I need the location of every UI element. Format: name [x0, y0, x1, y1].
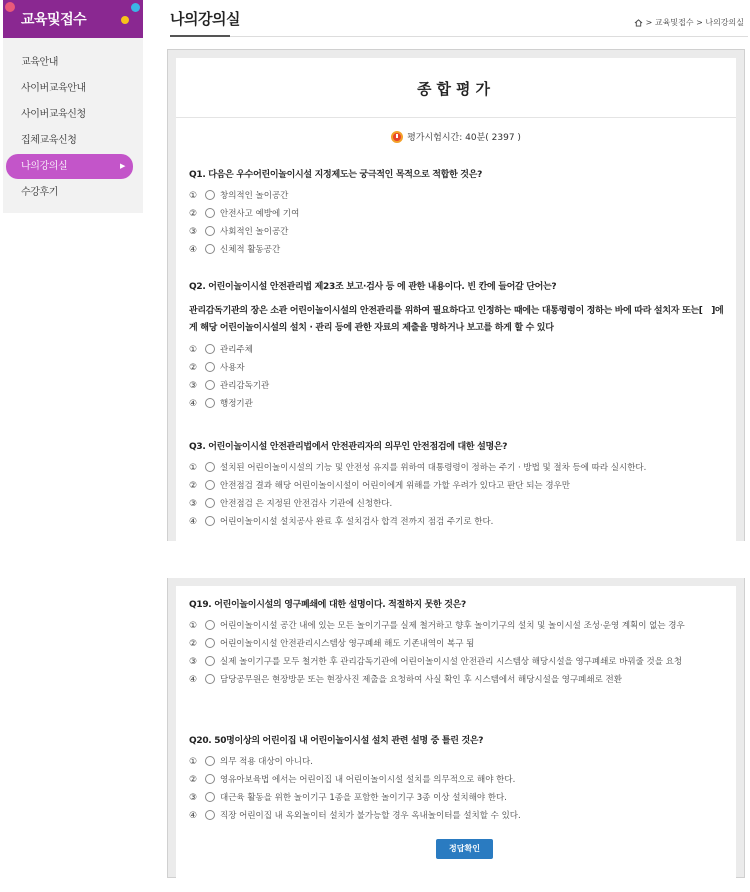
option-item[interactable] [189, 378, 726, 396]
radio-button[interactable] [205, 362, 215, 372]
sidebar-header [3, 0, 143, 38]
exam-panel-top [167, 49, 745, 541]
option-label: 관리주체 [220, 345, 253, 355]
option-label: 안전사고 예방에 기여 [220, 209, 300, 219]
home-icon[interactable] [634, 19, 643, 27]
option-label: 안전점검 결과 해당 어린이놀이시설이 어린이에게 위해를 가할 우려가 있다고 판단 되는 경우만 [220, 481, 570, 491]
sidebar-item-cyber-education-apply[interactable]: 사이버교육신청 [21, 109, 86, 120]
radio-button[interactable] [205, 480, 215, 490]
header-divider [230, 36, 748, 37]
decor-dot [121, 16, 129, 24]
option-number: ② [189, 639, 198, 649]
sidebar-item-education-info[interactable]: 교육안내 [21, 57, 59, 68]
radio-button[interactable] [205, 226, 215, 236]
question-text: Q19. 어린이놀이시설의 영구폐쇄에 대한 설명이다. 적절하지 못한 것은? [189, 600, 466, 610]
sidebar-item-label: 나의강의실 [21, 161, 68, 172]
radio-button[interactable] [205, 398, 215, 408]
sidebar-title: 교육및접수 [21, 12, 87, 28]
option-item[interactable] [189, 808, 726, 826]
option-label: 대근육 활동을 위한 놀이기구 1종을 포함한 놀이기구 3종 이상 설치해야 한다. [220, 793, 507, 803]
option-number: ① [189, 345, 198, 355]
option-label: 어린이놀이시설 공간 내에 있는 모든 놀이기구를 실제 철거하고 향후 놀이기구의 설치 및 놀이시설 조성·운영 계획이 없는 경우 [220, 621, 685, 631]
option-item[interactable] [189, 618, 726, 636]
option-item[interactable] [189, 342, 726, 360]
radio-button[interactable] [205, 344, 215, 354]
radio-button[interactable] [205, 190, 215, 200]
option-item[interactable] [189, 206, 726, 224]
option-number: ② [189, 363, 198, 373]
breadcrumb [634, 17, 744, 28]
radio-button[interactable] [205, 638, 215, 648]
option-label: 담당공무원은 현장방문 또는 현장사진 제출을 요청하여 사실 확인 후 시스템에서 해당시설을 영구폐쇄로 전환 [220, 675, 622, 685]
sidebar-menu [3, 38, 143, 213]
option-number: ③ [189, 793, 198, 803]
decor-dot [131, 3, 140, 12]
radio-button[interactable] [205, 516, 215, 526]
timer-text: 평가시험시간: 40분( 2397 ) [407, 133, 521, 143]
option-item[interactable] [189, 224, 726, 242]
option-item[interactable] [189, 672, 726, 690]
option-number: ② [189, 209, 198, 219]
check-answers-button[interactable]: 정답확인 [436, 839, 493, 859]
page-title: 나의강의실 [170, 10, 240, 28]
option-number: ① [189, 757, 198, 767]
option-number: ④ [189, 517, 198, 527]
option-number: ④ [189, 399, 198, 409]
option-number: ④ [189, 675, 198, 685]
option-number: ④ [189, 245, 198, 255]
question-text: Q3. 어린이놀이시설 안전관리법에서 안전관리자의 의무인 안전점검에 대한 설명은? [189, 442, 508, 452]
option-label: 어린이놀이시설 안전관리시스템상 영구폐쇄 해도 기존내역이 복구 됨 [220, 639, 475, 649]
option-label: 사용자 [220, 363, 245, 373]
option-label: 의무 적용 대상이 아니다. [220, 757, 313, 767]
option-label: 창의적인 놀이공간 [220, 191, 289, 201]
option-label: 사회적인 놀이공간 [220, 227, 289, 237]
sidebar-item-my-classroom[interactable] [6, 154, 133, 179]
option-item[interactable] [189, 636, 726, 654]
option-number: ③ [189, 657, 198, 667]
option-number: ① [189, 463, 198, 473]
option-item[interactable] [189, 790, 726, 808]
option-number: ③ [189, 381, 198, 391]
question-text: Q2. 어린이놀이시설 안전관리법 제23조 보고·검사 등 에 관한 내용이다. 빈 칸에 들어갈 단어는? [189, 282, 557, 292]
sidebar-item-cyber-education-info[interactable]: 사이버교육안내 [21, 83, 86, 94]
option-number: ① [189, 621, 198, 631]
option-label: 신체적 활동공간 [220, 245, 281, 255]
option-list [189, 754, 726, 826]
option-list [189, 618, 726, 690]
radio-button[interactable] [205, 620, 215, 630]
option-label: 행정기관 [220, 399, 253, 409]
sidebar-item-reviews[interactable]: 수강후기 [21, 187, 59, 198]
option-label: 어린이놀이시설 설치공사 완료 후 설치검사 합격 전까지 점검 주기로 한다. [220, 517, 494, 527]
option-number: ② [189, 775, 198, 785]
option-item[interactable] [189, 654, 726, 672]
question-3 [189, 440, 726, 532]
question-2 [189, 280, 726, 414]
alarm-clock-icon [391, 131, 403, 143]
radio-button[interactable] [205, 756, 215, 766]
option-item[interactable] [189, 360, 726, 378]
option-item[interactable] [189, 188, 726, 206]
breadcrumb-path: > 교육및접수 > 나의강의실 [645, 18, 744, 27]
option-item[interactable] [189, 478, 726, 496]
exam-title: 종합평가 [176, 58, 736, 118]
radio-button[interactable] [205, 462, 215, 472]
option-number: ② [189, 481, 198, 491]
title-underline [170, 35, 230, 37]
option-item[interactable] [189, 754, 726, 772]
sidebar [3, 0, 143, 213]
question-text: Q20. 50명이상의 어린이집 내 어린이놀이시설 설치 관련 설명 중 틀린 것은? [189, 736, 484, 746]
option-label: 관리감독기관 [220, 381, 270, 391]
option-list [189, 460, 726, 532]
option-item[interactable] [189, 242, 726, 260]
option-item[interactable] [189, 772, 726, 790]
option-list [189, 342, 726, 414]
question-19 [189, 598, 726, 690]
question-passage: 관리감독기관의 장은 소관 어린이놀이시설의 안전관리를 위하여 필요하다고 인정하는 때에는 대통령령이 정하는 바에 따라 설치자 또는[ ]에게 해당 어린이놀이시설의 설치 · 관리 등에 관한 자료의 제출을 명하거나 보고를 하게 할 수 있다 [189, 306, 724, 333]
option-label: 안전점검 은 지정된 안전검사 기관에 신청한다. [220, 499, 393, 509]
option-list [189, 188, 726, 260]
radio-button[interactable] [205, 792, 215, 802]
chevron-right-icon: ▶ [120, 162, 125, 170]
option-number: ③ [189, 499, 198, 509]
option-number: ③ [189, 227, 198, 237]
option-item[interactable] [189, 496, 726, 514]
question-1 [189, 168, 726, 260]
option-number: ④ [189, 811, 198, 821]
question-20 [189, 734, 726, 826]
exam-timer [176, 130, 736, 143]
decor-dot [5, 2, 15, 12]
radio-button[interactable] [205, 244, 215, 254]
radio-button[interactable] [205, 810, 215, 820]
question-text: Q1. 다음은 우수어린이놀이시설 지정제도는 궁극적인 목적으로 적합한 것은? [189, 170, 483, 180]
radio-button[interactable] [205, 656, 215, 666]
sidebar-item-group-education-apply[interactable]: 집체교육신청 [21, 135, 77, 146]
option-label: 영유아보육법 에서는 어린이집 내 어린이놀이시설 설치를 의무적으로 해야 한다. [220, 775, 516, 785]
radio-button[interactable] [205, 208, 215, 218]
option-label: 실제 놀이기구를 모두 철거한 후 관리감독기관에 어린이놀이시설 안전관리 시스템상 해당시설을 영구폐쇄로 바꿔줄 것을 요청 [220, 657, 683, 667]
option-label: 직장 어린이집 내 옥외놀이터 설치가 불가능할 경우 옥내놀이터를 설치할 수 있다. [220, 811, 521, 821]
option-number: ① [189, 191, 198, 201]
radio-button[interactable] [205, 380, 215, 390]
option-item[interactable] [189, 460, 726, 478]
radio-button[interactable] [205, 498, 215, 508]
exam-panel-bottom [167, 578, 745, 878]
radio-button[interactable] [205, 674, 215, 684]
option-item[interactable] [189, 396, 726, 414]
radio-button[interactable] [205, 774, 215, 784]
option-label: 설치된 어린이놀이시설의 기능 및 안전성 유지를 위하여 대통령령이 정하는 주기 · 방법 및 절차 등에 따라 실시한다. [220, 463, 647, 473]
option-item[interactable] [189, 514, 726, 532]
